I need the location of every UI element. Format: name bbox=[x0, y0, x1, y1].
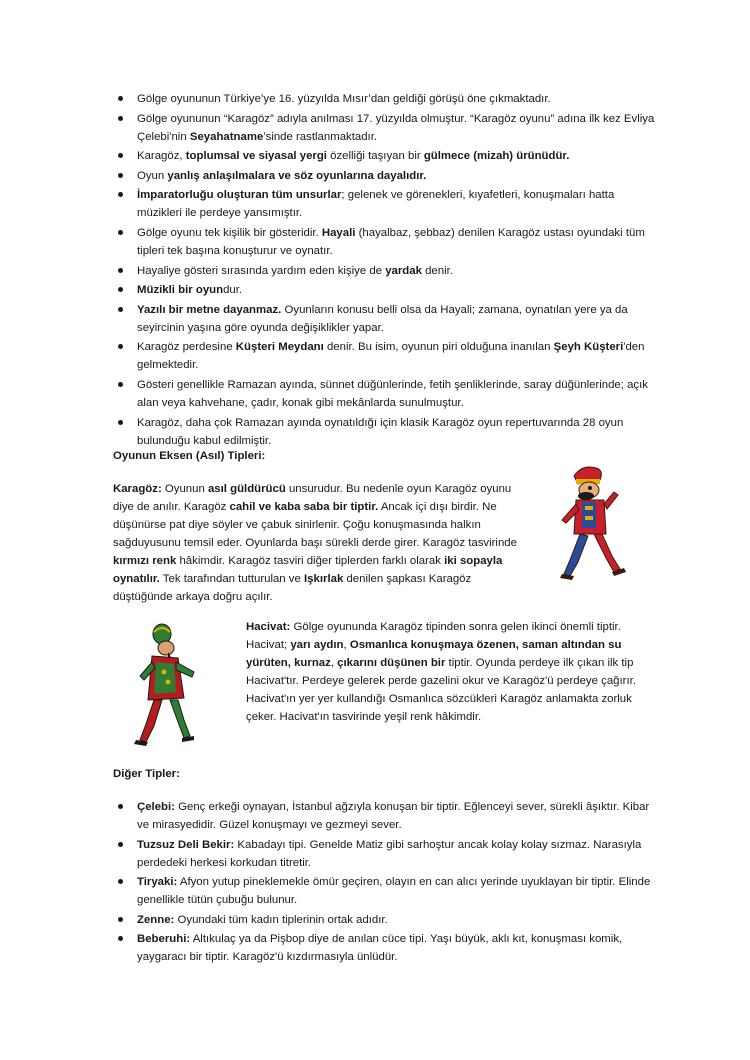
text-run: dur. bbox=[223, 284, 243, 297]
main-types-heading: Oyunun Eksen (Asıl) Tipleri: bbox=[113, 450, 266, 462]
other-type-item bbox=[113, 911, 658, 929]
bold-text-run: Hayali bbox=[321, 226, 356, 239]
bold-text-run: Beberuhi: bbox=[137, 933, 191, 946]
intro-bullet-item bbox=[113, 262, 658, 280]
bold-text-run: kırmızı renk bbox=[113, 555, 177, 567]
hacivat-paragraph bbox=[246, 618, 658, 726]
text-run: Oyunun bbox=[161, 483, 208, 495]
bold-text-run: Hacivat: bbox=[246, 621, 291, 633]
bold-text-run: iki sopayla oynatılır. bbox=[113, 555, 503, 585]
bold-text-run: asıl güldürücü bbox=[207, 483, 286, 495]
intro-bullet-item bbox=[113, 110, 658, 146]
bold-text-run: İmparatorluğu oluşturan tüm unsurlar bbox=[137, 189, 342, 202]
hacivat-puppet-image bbox=[118, 620, 214, 752]
bold-text-run: yanlış anlaşılmalara ve söz oyunlarına dayalıdır. bbox=[167, 169, 427, 182]
bold-text-run: gülmece (mizah) ürünüdür. bbox=[423, 150, 570, 163]
text-run: Gölge oyununun “Karagöz” adıyla anılması 17. yüzyılda olmuştur. “Karagöz oyunu” adına ilk kez Evliya Çelebi'nin bbox=[137, 112, 655, 143]
bold-text-run: çıkarını düşünen bir bbox=[337, 657, 446, 669]
text-run: Karagöz, daha çok Ramazan ayında oynatıldığı için klasik Karagöz oyun repertuvarında 28 oyun bulunduğu kabul edilmiştir. bbox=[137, 416, 624, 447]
intro-bullet-item bbox=[113, 90, 658, 108]
text-run: 'den gelmektedir. bbox=[137, 341, 645, 372]
bold-text-run: Tuzsuz Deli Bekir: bbox=[137, 838, 235, 851]
other-types-list bbox=[113, 798, 658, 968]
karagoz-puppet-image bbox=[552, 462, 630, 587]
intro-bullet-item bbox=[113, 281, 658, 299]
bold-text-run: Karagöz: bbox=[113, 483, 162, 495]
text-run: Genç erkeği oynayan, İstanbul ağzıyla konuşan bir tiptir. Eğlenceyi sever, sürekli âşıktır. Kibar ve mirasyedidir. Güzel konuşmayı ve gezmeyi sever. bbox=[137, 801, 650, 831]
text-run: ; gelenek ve görenekleri, kıyafetleri, konuşmaları hatta müzikleri ile perdeye yansımıştır. bbox=[137, 189, 615, 220]
text-run: tiptir. Oyunda perdeye ilk çıkan ilk tip Hacivat'tır. Perdeye gelerek perde gazelini okur ve Karagöz'ü perdeye çağırır. Hacivat'ın yer yer kullandığı Osmanlıca sözcükleri Karagöz anlamakta zorluk çeker. Hacivat'ın tasvirinde yeşil renk hâkimdir. bbox=[246, 657, 636, 723]
bold-text-run: Küşteri Meydanı bbox=[235, 341, 324, 354]
text-run: , bbox=[343, 639, 350, 651]
bold-text-run: yardak bbox=[385, 264, 422, 277]
text-run: Oyunların konusu belli olsa da Hayali; zamana, oynatılan yere ya da seyircinin yaşına göre oyunda değişiklikler yapar. bbox=[137, 303, 628, 334]
text-run: ’sinde rastlanmaktadır. bbox=[263, 130, 378, 143]
text-run: Karagöz, bbox=[137, 150, 186, 163]
bold-text-run: Osmanlıca konuşmaya özenen, saman altından su yürüten, kurnaz bbox=[246, 639, 622, 669]
bold-text-run: yarı aydın bbox=[290, 639, 344, 651]
other-types-heading: Diğer Tipler: bbox=[113, 768, 180, 780]
text-run: Kabadayı tipi. Genelde Matiz gibi sarhoştur ancak kolay kolay sızmaz. Narasıyla perdedeki herkesi korkudan titretir. bbox=[137, 838, 642, 869]
text-run: , bbox=[330, 657, 338, 669]
bold-text-run: Şeyh Küşteri bbox=[553, 341, 624, 354]
karagoz-paragraph bbox=[113, 480, 533, 606]
bold-text-run: Tiryaki: bbox=[137, 876, 178, 889]
text-run: özelliği taşıyan bir bbox=[326, 150, 424, 163]
bold-text-run: Çelebi: bbox=[137, 801, 175, 813]
text-run: Karagöz perdesine bbox=[137, 341, 236, 354]
bold-text-run: Seyahatname bbox=[189, 130, 264, 143]
intro-bullet-item bbox=[113, 167, 658, 185]
intro-bullet-list bbox=[113, 90, 658, 451]
intro-bullet-item bbox=[113, 338, 658, 374]
bold-text-run: Işkırlak bbox=[304, 573, 344, 585]
other-type-item bbox=[113, 798, 658, 834]
text-run: denir. bbox=[421, 264, 453, 277]
intro-bullet-item bbox=[113, 414, 658, 450]
text-run: unsurudur. Bu nedenle oyun Karagöz oyunu diye de anılır. Karagöz bbox=[113, 483, 512, 513]
bold-text-run: toplumsal ve siyasal yergi bbox=[185, 150, 327, 163]
intro-bullet-item bbox=[113, 147, 658, 165]
text-run: (hayalbaz, şebbaz) denilen Karagöz ustası oyundaki tüm tipleri tek başına konuşturur ve oynatır. bbox=[137, 226, 645, 257]
text-run: Gösteri genellikle Ramazan ayında, sünnet düğünlerinde, fetih şenliklerinde, saray düğünlerinde; açık alan veya kahvehane, çadır, konak gibi mekânlarda sunulmuştur. bbox=[137, 378, 648, 409]
text-run: Oyundaki tüm kadın tiplerinin ortak adıdır. bbox=[174, 913, 388, 926]
text-run: Gölge oyunu tek kişilik bir gösteridir. bbox=[137, 226, 322, 239]
text-run: Altıkulaç ya da Pişbop diye de anılan cüce tipi. Yaşı büyük, aklı kıt, konuşması komik, yaygaracı bir tiptir. Karagöz'ü kızdırmasıyla ünlüdür. bbox=[137, 933, 623, 964]
intro-bullet-item bbox=[113, 186, 658, 222]
bold-text-run: Yazılı bir metne dayanmaz. bbox=[137, 303, 282, 316]
other-type-item bbox=[113, 836, 658, 872]
intro-bullet-item bbox=[113, 301, 658, 337]
bold-text-run: Zenne: bbox=[137, 913, 175, 926]
text-run: Ancak içi dışı birdir. Ne düşünürse pat diye söyler ve çabuk sinirlenir. Çoğu konuşmasında halkın sağduyusunu temsil eder. Oyunlarda başı sürekli derde girer. Karagöz tasvirinde bbox=[113, 501, 517, 549]
text-run: Gölge oyununda Karagöz tipinden sonra gelen ikinci önemli tiptir. Hacivat; bbox=[246, 621, 621, 651]
text-run: Afyon yutup pineklemekle ömür geçiren, olayın en can alıcı yerinde uyuklayan bir tiptir. Elinde genellikle tütün çubuğu bulunur. bbox=[137, 876, 651, 907]
text-run: hâkimdir. Karagöz tasviri diğer tiplerden farklı olarak bbox=[176, 555, 445, 567]
bold-text-run: cahil ve kaba saba bir tiptir. bbox=[229, 501, 379, 513]
text-run: Gölge oyununun Türkiye’ye 16. yüzyılda Mısır’dan geldiği görüşü öne çıkmaktadır. bbox=[137, 93, 551, 105]
bold-text-run: Müzikli bir oyun bbox=[137, 284, 224, 297]
intro-bullet-item bbox=[113, 376, 658, 412]
text-run: Oyun bbox=[137, 169, 168, 182]
other-type-item bbox=[113, 873, 658, 909]
text-run: Hayaliye gösteri sırasında yardım eden kişiye de bbox=[137, 264, 386, 277]
text-run: Tek tarafından tutturulan ve bbox=[159, 573, 305, 585]
text-run: denilen şapkası Karagöz düştüğünde arkaya doğru açılır. bbox=[113, 573, 472, 603]
other-type-item bbox=[113, 930, 658, 966]
text-run: denir. Bu isim, oyunun piri olduğuna inanılan bbox=[323, 341, 554, 354]
intro-bullet-item bbox=[113, 224, 658, 260]
